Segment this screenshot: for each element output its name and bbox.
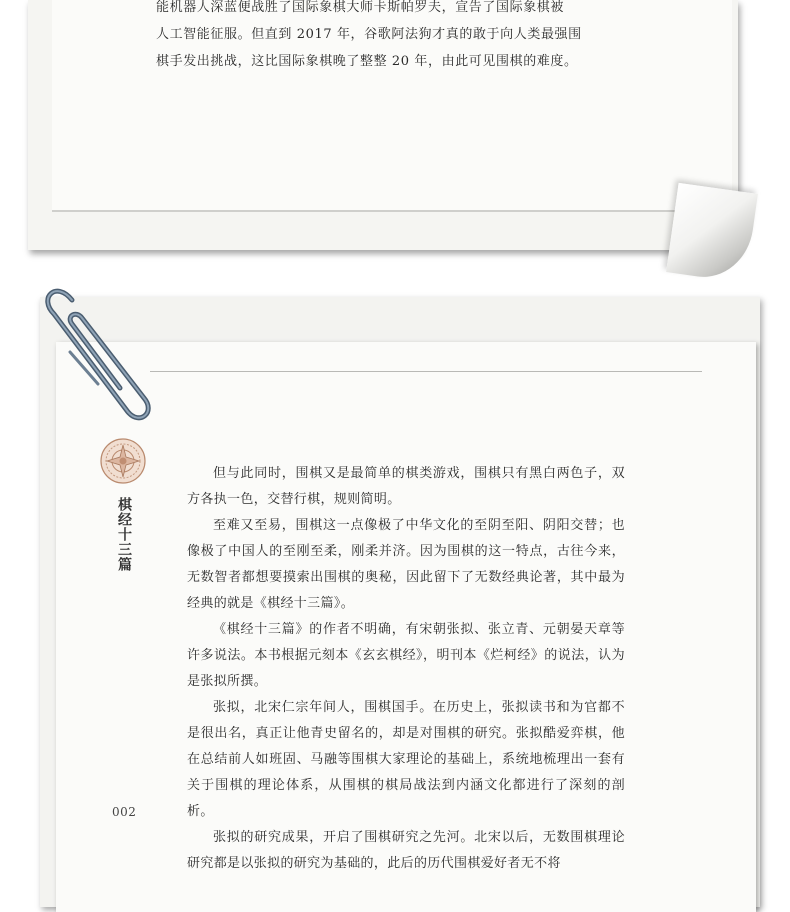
top-line: 人工智能征服。但直到 2017 年，谷歌阿法狗才真的敢于向人类最强围 xyxy=(156,27,582,42)
paragraph: 但与此同时，围棋又是最简单的棋类游戏，围棋只有黑白两色子，双方各执一色，交替行棋，规则简明。 xyxy=(187,466,625,507)
top-line: 棋手发出挑战，这比国际象棋晚了整整 20 年，由此可见围棋的难度。 xyxy=(156,54,578,69)
top-page-text xyxy=(156,0,606,75)
medallion-icon xyxy=(99,437,147,485)
header-rule xyxy=(150,371,702,372)
paragraph: 至难又至易，围棋这一点像极了中华文化的至阴至阳、阴阳交替；也像极了中国人的至刚至柔，刚柔并济。因为围棋的这一特点，古往今来，无数智者都想要摸索出围棋的奥秘，因此留下了无数经典论著，其中最为经典的就是《棋经十三篇》。 xyxy=(187,518,625,611)
side-book-title: 棋经十三篇 xyxy=(116,497,132,572)
page-number: 002 xyxy=(112,805,137,819)
body-text xyxy=(187,461,625,877)
paragraph: 张拟的研究成果，开启了围棋研究之先河。北宋以后，无数围棋理论研究都是以张拟的研究为基础的，此后的历代围棋爱好者无不将 xyxy=(187,830,625,871)
paperclip-icon xyxy=(36,280,156,430)
top-line: 能机器人深蓝便战胜了国际象棋大师卡斯帕罗夫，宣告了国际象棋被 xyxy=(156,0,565,15)
paragraph: 张拟，北宋仁宗年间人，围棋国手。在历史上，张拟读书和为官都不是很出名，真正让他青史留名的，却是对围棋的研究。张拟酷爱弈棋，他在总结前人如班固、马融等围棋大家理论的基础上，系统地梳理出一套有关于围棋的理论体系，从围棋的棋局战法到内涵文化都进行了深刻的剖析。 xyxy=(187,700,625,819)
page-curl xyxy=(666,183,758,283)
paragraph: 《棋经十三篇》的作者不明确，有宋朝张拟、张立青、元朝晏天章等许多说法。本书根据元刻本《玄玄棋经》，明刊本《烂柯经》的说法，认为是张拟所撰。 xyxy=(187,622,625,689)
